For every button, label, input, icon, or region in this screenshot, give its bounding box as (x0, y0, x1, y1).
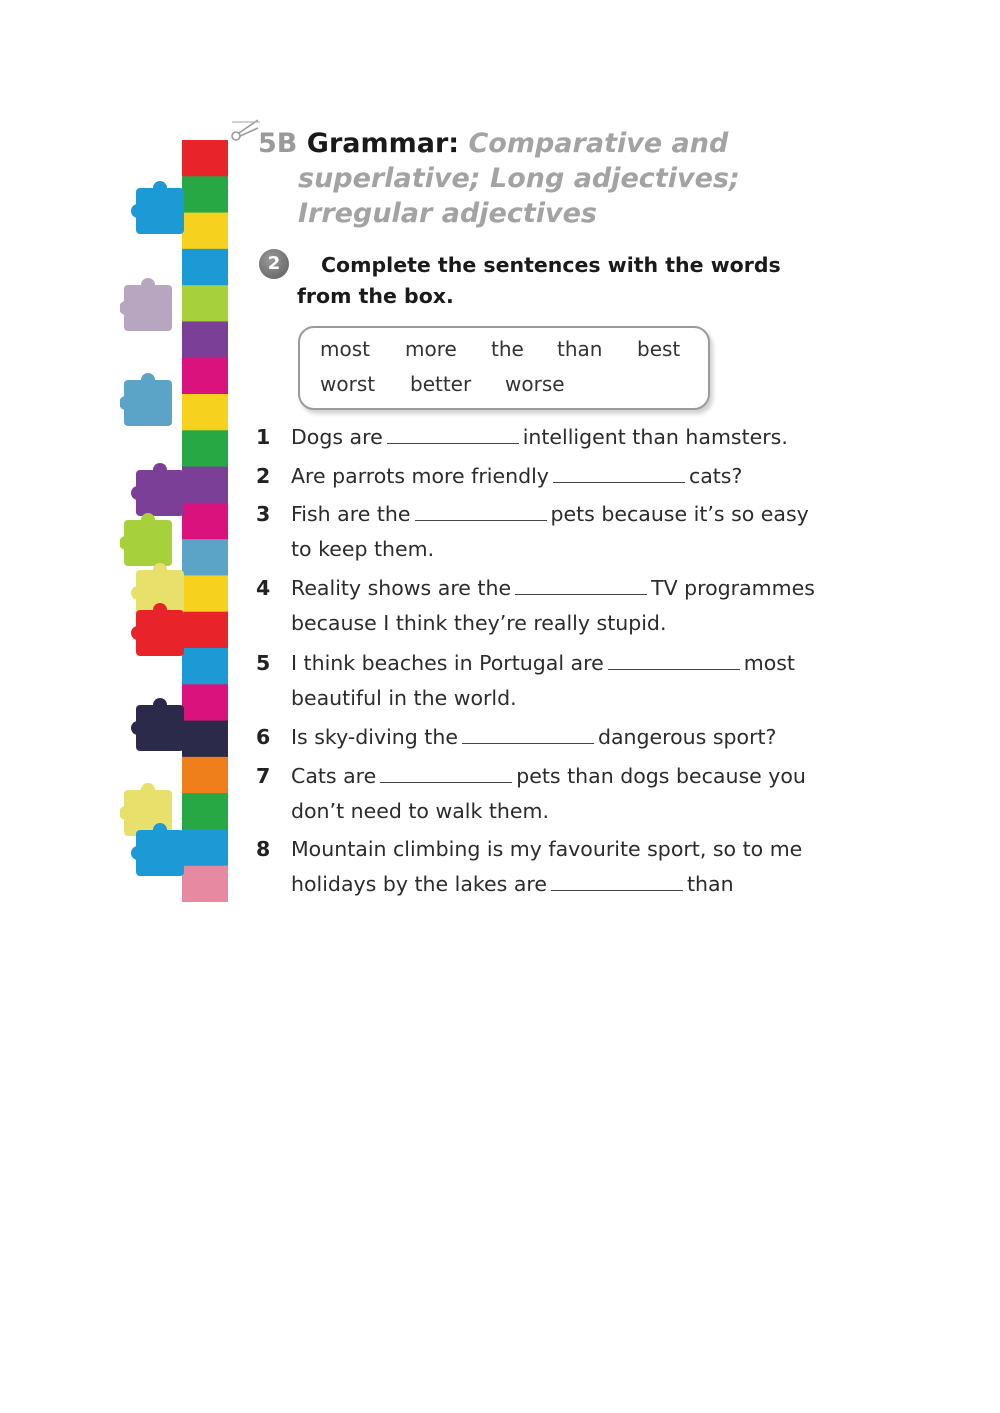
sentence-item (256, 497, 856, 567)
sentence-text: Fish are the (291, 502, 411, 526)
grammar-label: Grammar: (306, 128, 460, 159)
puzzle-knob (153, 823, 167, 837)
puzzle-knob (131, 721, 145, 735)
word-box-item: the (491, 337, 524, 361)
sentence-continuation: beautiful in the world. (291, 686, 517, 710)
exercise-number-badge: 2 (259, 249, 289, 279)
sentence-item (256, 759, 856, 829)
topic-line-2: superlative; Long adjectives; (298, 163, 740, 194)
sentence-number: 4 (256, 576, 271, 600)
sentence-number: 1 (256, 425, 271, 449)
answer-blank[interactable] (551, 870, 683, 891)
sentence-text: I think beaches in Portugal are (291, 651, 604, 675)
puzzle-knob (131, 846, 145, 860)
puzzle-knob (153, 463, 167, 477)
sentence-text: most (743, 651, 795, 675)
sentence-text: pets than dogs because you (516, 764, 806, 788)
sentence-item (256, 646, 856, 716)
word-box-item: most (320, 337, 370, 361)
sentence-number: 6 (256, 725, 271, 749)
answer-blank[interactable] (515, 574, 647, 595)
sentence-text: Are parrots more friendly (291, 464, 549, 488)
puzzle-knob (153, 698, 167, 712)
puzzle-knob (131, 626, 145, 640)
sentence-text: Is sky-diving the (291, 725, 458, 749)
answer-blank[interactable] (462, 723, 594, 744)
sentence-item (256, 832, 856, 902)
exercise-instruction: Complete the sentences with the words from the box. (297, 253, 781, 308)
word-box-item: worse (505, 372, 565, 396)
sentence-continuation: because I think they’re really stupid. (291, 611, 667, 635)
word-box (298, 326, 710, 410)
word-box-item: best (637, 337, 681, 361)
answer-blank[interactable] (387, 423, 519, 444)
puzzle-knob (141, 783, 155, 797)
sentence-number: 8 (256, 837, 271, 861)
word-box-item: more (405, 337, 457, 361)
sentence-text: dangerous sport? (597, 725, 777, 749)
sentence-text: Mountain climbing is my favourite sport, so to me (291, 837, 803, 861)
sentence-continuation: don’t need to walk them. (291, 799, 550, 823)
word-box-item: worst (320, 372, 376, 396)
answer-blank[interactable] (380, 762, 512, 783)
sentence-text: intelligent than hamsters. (522, 425, 788, 449)
sentence-text: Cats are (291, 764, 377, 788)
puzzle-knob (131, 204, 145, 218)
puzzle-knob (153, 563, 167, 577)
answer-blank[interactable] (608, 649, 740, 670)
unit-code: 5B (258, 128, 298, 159)
sentence-number: 2 (256, 464, 271, 488)
sentence-text: than (687, 872, 734, 896)
sentence-text: pets because it’s so easy (550, 502, 809, 526)
word-box-item: than (557, 337, 603, 361)
topic-line-1: Comparative and (468, 128, 729, 159)
puzzle-knob (131, 586, 145, 600)
puzzle-knob (131, 486, 145, 500)
word-box-item: better (410, 372, 472, 396)
section-title (258, 126, 818, 231)
puzzle-knob (153, 181, 167, 195)
sentence-number: 7 (256, 764, 271, 788)
topic-line-3: Irregular adjectives (298, 198, 597, 229)
sentence-item (256, 571, 856, 641)
answer-blank[interactable] (415, 500, 547, 521)
puzzle-knob (153, 603, 167, 617)
scissors-icon (228, 116, 262, 144)
sentence-item (256, 459, 856, 494)
sentence-text: Reality shows are the (291, 576, 512, 600)
sentence-text: Dogs are (291, 425, 383, 449)
puzzle-knob (141, 278, 155, 292)
puzzle-pieces-decoration (120, 140, 232, 902)
answer-blank[interactable] (553, 462, 685, 483)
sentence-item (256, 720, 856, 755)
sentence-number: 5 (256, 651, 271, 675)
sentence-number: 3 (256, 502, 271, 526)
sentence-text: TV programmes (651, 576, 815, 600)
puzzle-knob (141, 373, 155, 387)
sentence-item (256, 420, 856, 455)
sentence-continuation: to keep them. (291, 537, 435, 561)
puzzle-knob (141, 513, 155, 527)
sentence-text: cats? (688, 464, 743, 488)
sentence-text: holidays by the lakes are (291, 872, 548, 896)
